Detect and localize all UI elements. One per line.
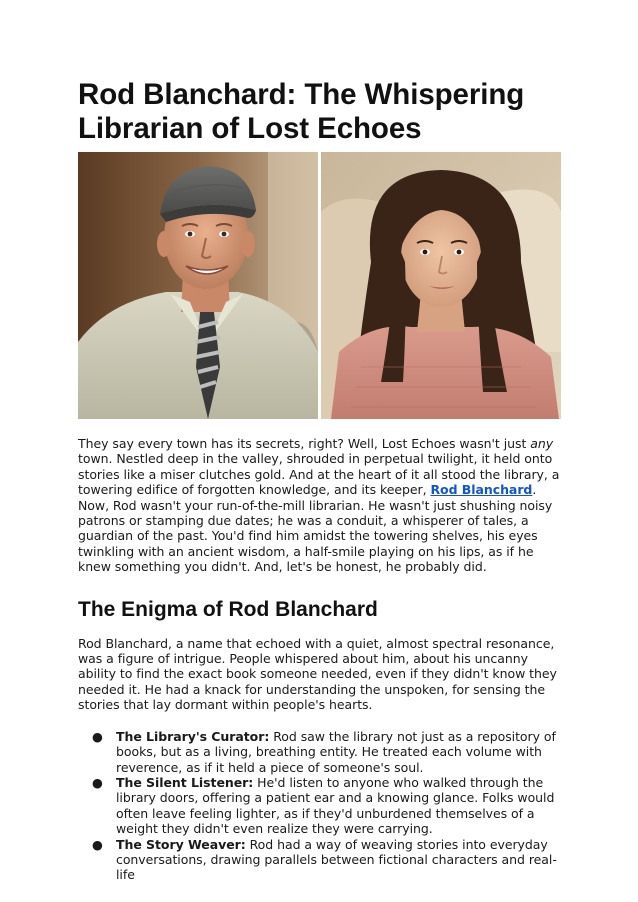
list-item-label: The Silent Listener: <box>116 774 254 790</box>
intro-text-part2: town. Nestled deep in the valley, shrouded in perpetual twilight, it held onto stories like a miser clutches gold. And at the heart of it all stood the library, a towering edifice of forgotten knowledge, and its keeper, <box>78 451 560 498</box>
section-paragraph: Rod Blanchard, a name that echoed with a quiet, almost spectral resonance, was a figure of intrigue. People whispered about him, about his uncanny ability to find the exact book someone needed, even if they didn't know they needed it. He had a knack for understanding the unspoken, for sensing the stories that lay dormant within people's hearts. <box>78 635 557 713</box>
list-item-label: The Library's Curator: <box>116 728 270 744</box>
intro-text-part3: . Now, Rod wasn't your run-of-the-mill librarian. He wasn't just shushing noisy patrons or stamping due dates; he was a conduit, a whisperer of tales, a guardian of the past. You'd find him amidst the towering shelves, his eyes twinkling with an ancient wisdom, a half-smile playing on his lips, as if he knew something you didn't. And, let's be honest, he probably did. <box>78 482 553 575</box>
list-item <box>92 836 562 883</box>
photo-man-in-cap <box>78 152 318 419</box>
rod-blanchard-link[interactable]: Rod Blanchard <box>430 482 533 498</box>
intro-emphasis: any <box>530 436 554 451</box>
list-item-label: The Story Weaver: <box>116 836 246 852</box>
list-item-text: He'd listen to anyone who walked through the library doors, offering a patient ear and a knowing glance. Folks would often leave feeling lighter, as if they'd unburdened themselves of a weight they didn't even realize they were carrying. <box>116 774 555 837</box>
bullet-dot-icon: ● <box>92 774 103 790</box>
intro-paragraph <box>78 436 562 575</box>
intro-text-part1: They say every town has its secrets, right? Well, Lost Echoes wasn't just <box>78 436 531 451</box>
photo-woman-on-couch <box>321 152 561 419</box>
bullet-dot-icon: ● <box>92 728 103 744</box>
list-item-text: Rod saw the library not just as a repository of books, but as a living, breathing entity. He treated each volume with reverence, as if it held a piece of someone's soul. <box>116 728 556 775</box>
bullet-dot-icon: ● <box>92 836 103 852</box>
list-item <box>92 774 562 837</box>
hero-image <box>78 152 561 419</box>
article <box>78 78 562 883</box>
list-item <box>92 728 562 775</box>
section-heading: The Enigma of Rod Blanchard <box>78 597 378 621</box>
article-title: Rod Blanchard: The Whispering Librarian of Lost Echoes <box>78 78 525 145</box>
bullet-list <box>78 729 562 883</box>
list-item-text: Rod had a way of weaving stories into everyday conversations, drawing parallels between fictional characters and real-life <box>116 836 557 883</box>
